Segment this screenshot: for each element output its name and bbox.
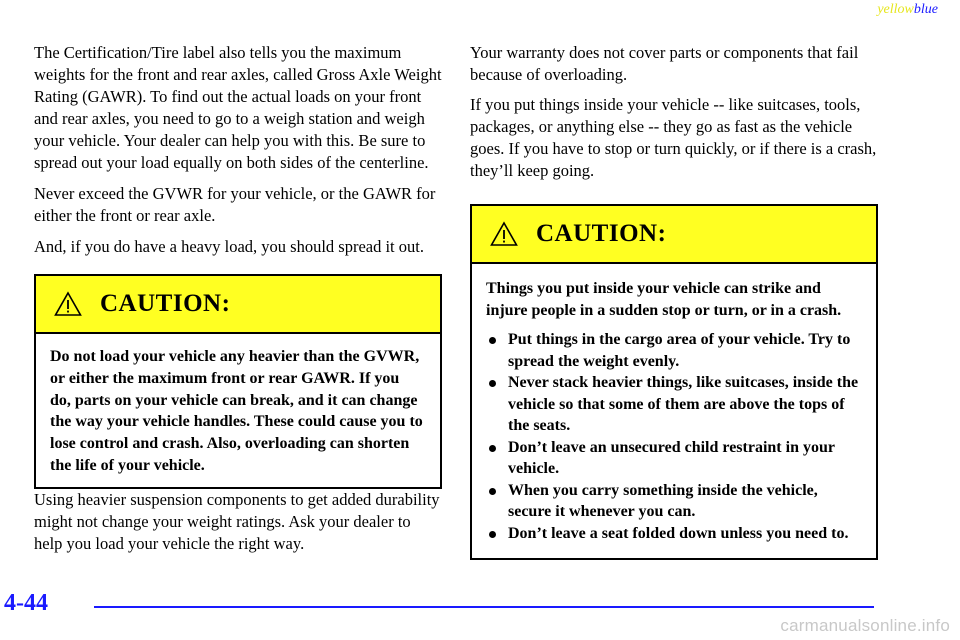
- corner-label-yellow: yellow: [877, 2, 914, 17]
- right-paragraph-things-inside: If you put things inside your vehicle -- like suitcases, tools, packages, or anything else -- they go as fast as the vehicle goes. If you have to stop or turn quickly, or if there is a crash, they’ll keep going.: [470, 95, 877, 180]
- list-item-text: Never stack heavier things, like suitcases, inside the vehicle so that some of them are above the tops of the seats.: [508, 374, 859, 434]
- bullet-dot-icon: [489, 531, 496, 538]
- caution-box-overloading: [34, 274, 442, 489]
- list-item: [486, 523, 860, 545]
- list-item-text: Don’t leave a seat folded down unless you need to.: [508, 524, 849, 542]
- left-paragraph-suspension: Using heavier suspension components to get added durability might not change your weight ratings. Ask your dealer to help you load your vehicle the right way.: [34, 489, 440, 553]
- caution-box-cargo: [470, 204, 878, 560]
- right-paragraph-warranty: Your warranty does not cover parts or components that fail because of overloading.: [470, 43, 859, 84]
- list-item-text: Don’t leave an unsecured child restraint in your vehicle.: [508, 438, 835, 477]
- caution-header: [36, 276, 440, 334]
- list-item: [486, 437, 860, 480]
- corner-label-blue: blue: [913, 2, 938, 17]
- warning-triangle-icon: [54, 291, 82, 317]
- list-item: [486, 329, 860, 372]
- bullet-dot-icon: [489, 445, 496, 452]
- watermark: carmanualsonline.info: [780, 616, 950, 635]
- caution-text: Do not load your vehicle any heavier than the GVWR, or either the maximum front or rear GAWR. If you do, parts on your vehicle can break, and it can change the way your vehicle handles. These could cause you to lose control and crash. Also, overloading can shorten the life of your vehicle.: [50, 348, 423, 474]
- left-paragraph-spread-load: And, if you do have a heavy load, you should spread it out.: [34, 237, 424, 256]
- color-registration-label: [877, 2, 938, 18]
- caution-bullet-list: [486, 329, 860, 544]
- right-column: [470, 42, 878, 560]
- footer-divider: [94, 606, 874, 608]
- list-item: [486, 372, 860, 437]
- list-item: [486, 480, 860, 523]
- list-item-text: When you carry something inside the vehicle, secure it whenever you can.: [508, 481, 818, 520]
- left-paragraph-certification-label: The Certification/Tire label also tells you the maximum weights for the front and rear axles, called Gross Axle Weight Rating (GAWR). To find out the actual loads on your front and rear axles, you need to go to a weigh station and weigh your vehicle. Your dealer can help you with this. Be sure to spread out your load equally on both sides of the centerline.: [34, 43, 442, 172]
- caution-title: CAUTION:: [100, 290, 231, 317]
- bullet-dot-icon: [489, 337, 496, 344]
- left-paragraph-never-exceed: Never exceed the GVWR for your vehicle, or the GAWR for either the front or rear axle.: [34, 184, 436, 225]
- caution-body: [36, 334, 440, 487]
- warning-triangle-icon: [490, 221, 518, 247]
- bullet-dot-icon: [489, 488, 496, 495]
- list-item-text: Put things in the cargo area of your vehicle. Try to spread the weight evenly.: [508, 331, 851, 370]
- page-number: 4-44: [4, 590, 48, 616]
- caution-header: [472, 206, 876, 264]
- caution-title: CAUTION:: [536, 220, 667, 247]
- caution-intro: Things you put inside your vehicle can strike and injure people in a sudden stop or turn, or in a crash.: [486, 280, 842, 319]
- bullet-dot-icon: [489, 380, 496, 387]
- left-column: [34, 42, 442, 564]
- caution-body: [472, 264, 876, 558]
